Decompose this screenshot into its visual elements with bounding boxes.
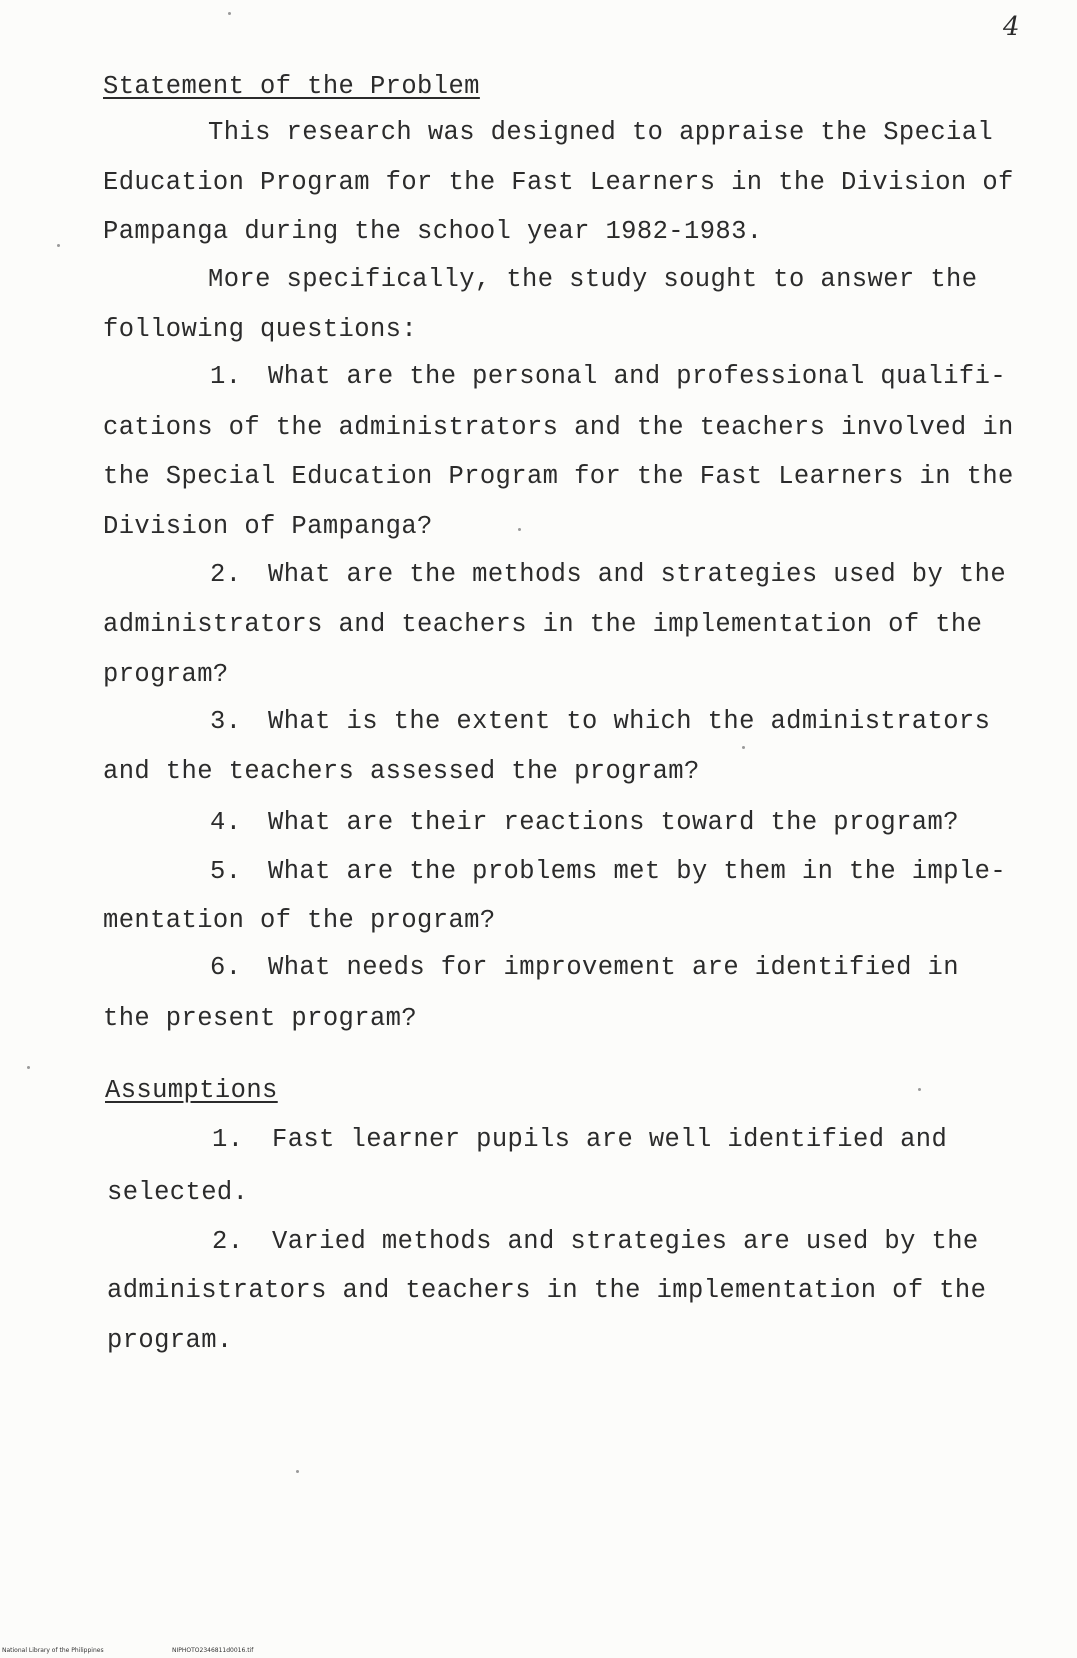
scan-speck	[57, 244, 60, 247]
question-line: What needs for improvement are identified in	[268, 953, 959, 982]
assumption-number: 2.	[212, 1227, 244, 1256]
scan-speck	[296, 1470, 299, 1473]
section-heading-statement: Statement of the Problem	[103, 72, 480, 101]
question-line: What are the methods and strategies used by the	[268, 560, 1007, 589]
section-heading-assumptions: Assumptions	[105, 1076, 278, 1105]
scan-speck	[27, 1066, 30, 1069]
question-number: 2.	[210, 560, 242, 589]
paragraph-line: Education Program for the Fast Learners in the Division of	[103, 168, 1014, 197]
question-number: 3.	[210, 707, 242, 736]
question-line: What is the extent to which the administrators	[268, 707, 991, 736]
footer-file-id: NIPHOTO2346811d0016.tif	[172, 1647, 254, 1654]
paragraph-line: following questions:	[103, 315, 418, 344]
assumption-line: selected.	[107, 1178, 249, 1207]
paragraph-line: Pampanga during the school year 1982-1983.	[103, 217, 763, 246]
question-number: 1.	[210, 362, 242, 391]
scan-speck	[918, 1088, 921, 1091]
paragraph-line: This research was designed to appraise the Special	[208, 118, 994, 147]
question-line: What are the problems met by them in the imple-	[268, 857, 1007, 886]
page-number: 4	[1003, 12, 1020, 42]
question-number: 4.	[210, 808, 242, 837]
question-line: What are their reactions toward the program?	[268, 808, 959, 837]
question-line: Division of Pampanga?	[103, 512, 433, 541]
question-number: 5.	[210, 857, 242, 886]
assumption-number: 1.	[212, 1125, 244, 1154]
question-number: 6.	[210, 953, 242, 982]
scan-speck	[228, 12, 231, 15]
assumption-line: program.	[107, 1326, 233, 1355]
scan-speck	[742, 746, 745, 749]
paragraph-line: More specifically, the study sought to answer the	[208, 265, 978, 294]
question-line: program?	[103, 660, 229, 689]
assumption-line: administrators and teachers in the implementation of the	[107, 1276, 987, 1305]
assumption-line: Varied methods and strategies are used by the	[272, 1227, 979, 1256]
question-line: mentation of the program?	[103, 906, 496, 935]
question-line: What are the personal and professional qualifi-	[268, 362, 1007, 391]
question-line: cations of the administrators and the teachers involved in	[103, 413, 1014, 442]
question-line: administrators and teachers in the implementation of the	[103, 610, 983, 639]
scan-speck	[518, 528, 521, 531]
assumption-line: Fast learner pupils are well identified and	[272, 1125, 948, 1154]
question-line: the present program?	[103, 1004, 418, 1033]
footer-library-label: National Library of the Philippines	[2, 1647, 104, 1654]
question-line: and the teachers assessed the program?	[103, 757, 700, 786]
question-line: the Special Education Program for the Fast Learners in the	[103, 462, 1014, 491]
